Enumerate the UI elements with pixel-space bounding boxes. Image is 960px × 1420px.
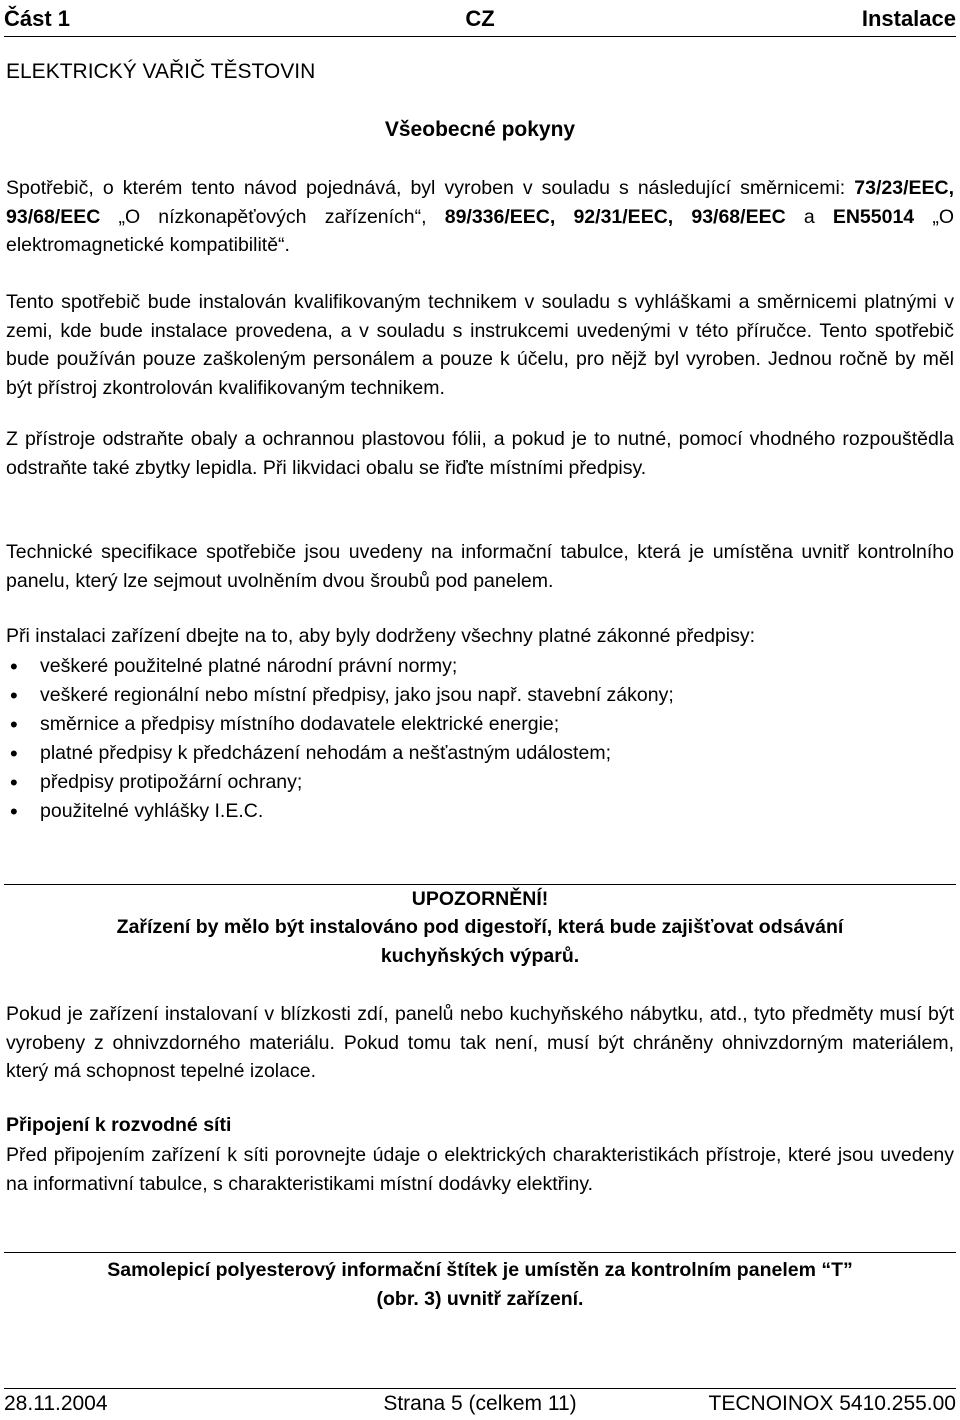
warning-line-2: kuchyňských výparů. bbox=[380, 945, 580, 967]
p1-text-c: „O nízkonapěťových zařízeních“, bbox=[100, 205, 445, 228]
footer-page-number: Strana 5 (celkem 11) bbox=[383, 1392, 577, 1415]
p1-emc-directives-bold: 89/336/EEC, 92/31/EEC, 93/68/EEC bbox=[444, 205, 786, 228]
label-note-line-1: Samolepicí polyesterový informační štítek je umístěn za kontrolním panelem “T” bbox=[107, 1259, 853, 1281]
regulations-list bbox=[6, 652, 954, 826]
header-language: CZ bbox=[465, 6, 495, 31]
paragraph-installation: Tento spotřebič bude instalován kvalifikovaným technikem v souladu s vyhláškami a směrnicemi platnými v zemi, kde bude instalace provedena, a v souladu s instrukcemi uvedenými v této příručce. Tento spotřebič bude používán pouze zaškoleným personálem a pouze k účelu, pro nějž byl vyroben. Jednou ročně by měl být přístroj zkontrolován kvalifikovaným technikem. bbox=[6, 291, 954, 399]
page-header bbox=[4, 2, 956, 37]
footer-date: 28.11.2004 bbox=[4, 1392, 108, 1415]
paragraph-mains-connection: Před připojením zařízení k síti porovnejte údaje o elektrických charakteristikách přístroje, které jsou uvedeny na informativní tabulce, s charakteristikami místní dodávky elektřiny. bbox=[6, 1144, 954, 1195]
subheading-mains-connection: Připojení k rozvodné síti bbox=[6, 1114, 232, 1136]
section-heading: Všeobecné pokyny bbox=[384, 118, 576, 141]
p1-text-a: Spotřebič, o kterém tento návod pojednává, byl vyroben v souladu s následující směrnicemi: bbox=[6, 177, 855, 199]
list-item: • směrnice a předpisy místního dodavatele elektrické energie; bbox=[6, 710, 954, 739]
p1-standard-bold: EN55014 bbox=[832, 205, 915, 228]
paragraph-specifications: Technické specifikace spotřebiče jsou uvedeny na informační tabulce, která je umístěna uvnitř kontrolního panelu, který lze sejmout uvolněním dvou šroubů pod panelem. bbox=[6, 541, 954, 592]
list-item: • předpisy protipožární ochrany; bbox=[6, 768, 954, 797]
page-footer bbox=[4, 1388, 956, 1419]
paragraph-fireproof: Pokud je zařízení instalovaní v blízkosti zdí, panelů nebo kuchyňského nábytku, atd., tyto předměty musí být vyrobeny z ohnivzdorného materiálu. Pokud tomu tak není, musí být chráněny ohnivzdorným materiálem, který má schopnost tepelné izolace. bbox=[6, 1003, 954, 1082]
paragraph-packaging: Z přístroje odstraňte obaly a ochrannou plastovou fólii, a pokud je to nutné, pomocí vhodného rozpouštědla odstraňte také zbytky lepidla. Při likvidaci obalu se řiďte místními předpisy. bbox=[6, 428, 954, 479]
paragraph-directives bbox=[6, 174, 954, 260]
list-item: • veškeré použitelné platné národní právní normy; bbox=[6, 652, 954, 681]
warning-line-1: Zařízení by mělo být instalováno pod digestoří, která bude zajišťovat odsávání bbox=[116, 916, 844, 938]
document-title: ELEKTRICKÝ VAŘIČ TĚSTOVIN bbox=[6, 60, 316, 83]
list-item: • platné předpisy k předcházení nehodám a nešťastným událostem; bbox=[6, 739, 954, 768]
paragraph-regulations-intro: Při instalaci zařízení dbejte na to, aby byly dodrženy všechny platné zákonné předpisy: bbox=[6, 625, 756, 647]
header-part: Část 1 bbox=[4, 6, 71, 31]
p1-text-e: a bbox=[785, 205, 833, 228]
p1-text-g: „O elektromagnetické kompatibilitě“. bbox=[6, 205, 954, 256]
footer-product-code: TECNOINOX 5410.255.00 bbox=[708, 1392, 956, 1415]
list-item: • použitelné vyhlášky I.E.C. bbox=[6, 797, 954, 826]
list-item: • veškeré regionální nebo místní předpisy, jako jsou např. stavební zákony; bbox=[6, 681, 954, 710]
warning-title: UPOZORNĚNÍ! bbox=[411, 888, 549, 910]
divider bbox=[4, 1252, 956, 1253]
label-note-line-2: (obr. 3) uvnitř zařízení. bbox=[376, 1288, 584, 1310]
header-section: Instalace bbox=[861, 6, 956, 31]
p1-directives-bold: 73/23/EEC, 93/68/EEC bbox=[6, 177, 954, 228]
